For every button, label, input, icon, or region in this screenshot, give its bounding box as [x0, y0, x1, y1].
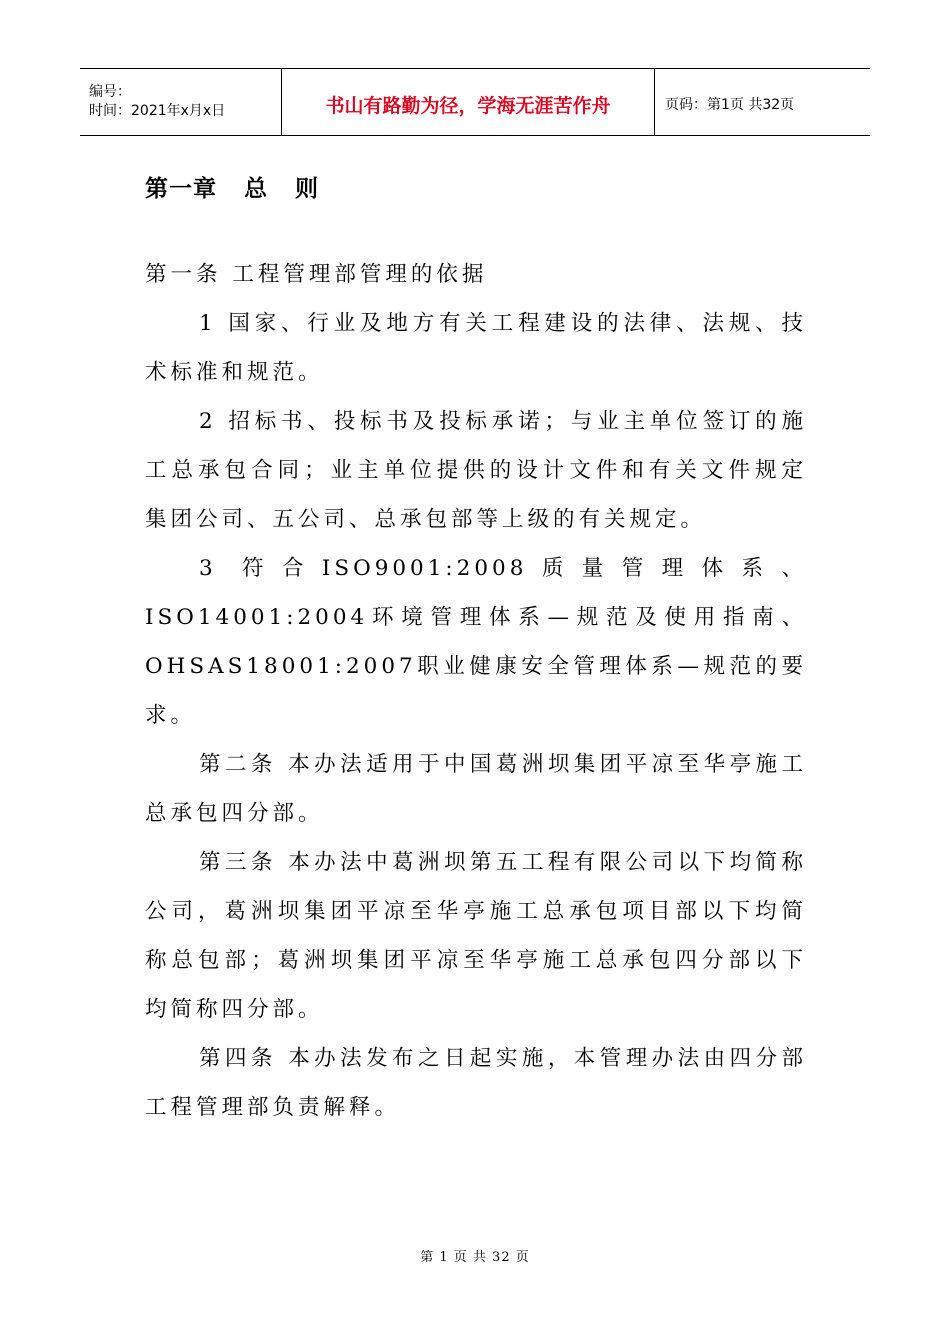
- document-time: 时间：2021年x月x日: [89, 103, 226, 119]
- article-1-item-2: 2 招标书、投标书及投标承诺；与业主单位签订的施工总承包合同；业主单位提供的设计文件和有关文件规定集团公司、五公司、总承包部等上级的有关规定。: [145, 409, 807, 532]
- article-1-item-3: 3 符合ISO9001:2008质量管理体系、ISO14001:2004环境管理体系—规范及使用指南、OHSAS18001:2007职业健康安全管理体系—规范的要求。: [145, 556, 807, 728]
- page-footer: 第 1 页 共 32 页: [420, 1250, 530, 1265]
- article-3: 第三条 本办法中葛洲坝第五工程有限公司以下均简称公司，葛洲坝集团平凉至华亭施工总承包项目部以下均简称总包部；葛洲坝集团平凉至华亭施工总承包四分部以下均简称四分部。: [145, 850, 807, 1022]
- chapter-title: 第一章 总 则: [145, 176, 320, 202]
- article-2: 第二条 本办法适用于中国葛洲坝集团平凉至华亭施工总承包四分部。: [145, 752, 807, 826]
- article-4: 第四条 本办法发布之日起实施，本管理办法由四分部工程管理部负责解释。: [145, 1046, 807, 1120]
- article-1-heading: 第一条 工程管理部管理的依据: [145, 262, 488, 287]
- document-body: [145, 250, 807, 1132]
- document-number-label: 编号：: [89, 84, 131, 100]
- header-motto: 书山有路勤为径，学海无涯苦作舟: [282, 69, 655, 135]
- article-1-item-1: 1 国家、行业及地方有关工程建设的法律、法规、技术标准和规范。: [145, 311, 807, 385]
- page-header: [80, 68, 870, 136]
- header-page-info: 页码：第1页 共32页: [665, 97, 795, 113]
- header-meta: [80, 69, 282, 135]
